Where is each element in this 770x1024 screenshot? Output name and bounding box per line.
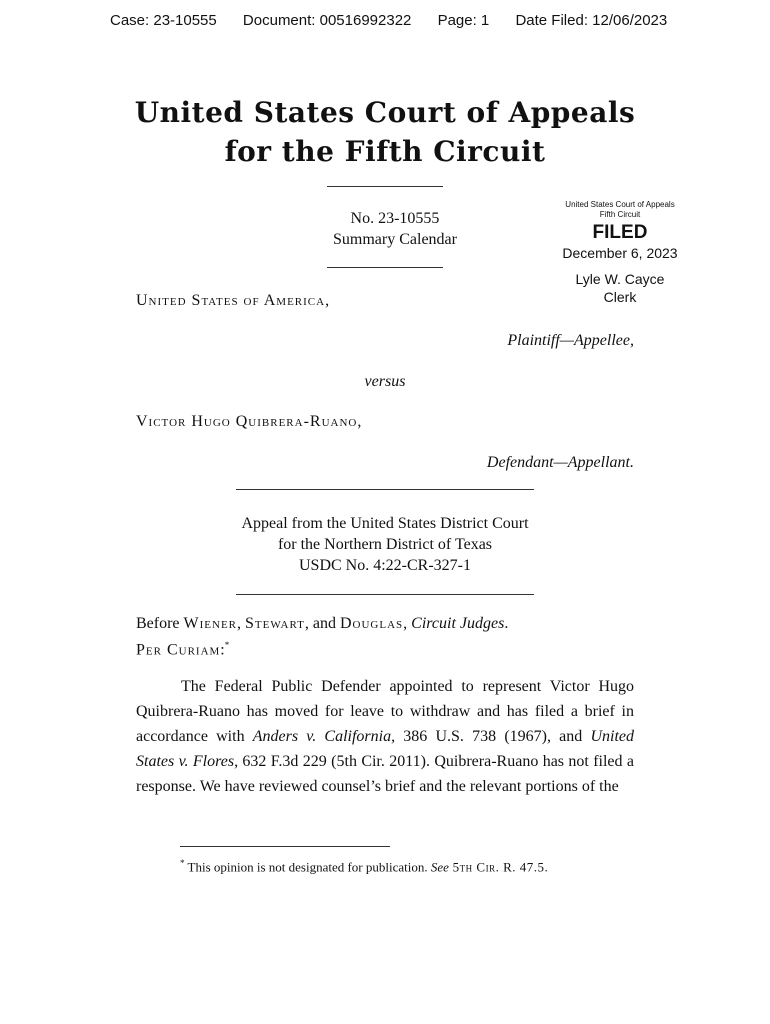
title-divider xyxy=(327,186,443,187)
court-title-line1: United States Court of Appeals xyxy=(134,96,636,129)
stamp-court: United States Court of Appeals xyxy=(565,200,675,209)
stamp-clerk-name: Lyle W. Cayce xyxy=(575,271,665,287)
page-number-header: Page: 1 xyxy=(437,12,490,29)
per-curiam xyxy=(136,640,229,659)
panel-separator: , xyxy=(237,615,242,632)
plaintiff-role: Plaintiff—Appellee, xyxy=(507,332,634,349)
appeal-line2: for the Northern District of Texas xyxy=(277,536,493,553)
opinion-paragraph xyxy=(136,674,634,799)
calendar-type: Summary Calendar xyxy=(333,231,457,248)
opinion-text-1: The Federal Public Defender appointed to represent Victor Hugo Quibrera-Ruano has moved for leave to withdraw and has filed a brief in accordance with xyxy=(136,678,634,745)
case-info xyxy=(290,208,500,250)
footnote-ref-mark: * xyxy=(224,640,230,650)
panel-period: . xyxy=(504,615,509,632)
case-number: No. 23-10555 xyxy=(350,210,440,227)
panel-separator: , and xyxy=(304,615,336,632)
stamp-circuit: Fifth Circuit xyxy=(599,210,641,219)
docket-header xyxy=(110,12,689,29)
judge-wiener: Wiener xyxy=(183,615,238,632)
appeal-bottom-divider xyxy=(236,594,534,595)
footnote-text: This opinion is not designated for publication. xyxy=(184,859,431,875)
before-label: Before xyxy=(136,615,180,632)
per-curiam-colon: : xyxy=(220,641,225,659)
judges-title: Circuit Judges xyxy=(411,615,505,632)
opinion-text-2: , 386 U.S. 738 (1967), and xyxy=(391,728,591,745)
case-citation-anders: Anders v. California xyxy=(252,728,392,745)
plaintiff-name: United States of America, xyxy=(136,292,331,309)
appeal-line1: Appeal from the United States District Court xyxy=(241,515,529,532)
footnote xyxy=(180,858,548,875)
opinion-text-3: , 632 F.3d 229 (5th Cir. 2011). Quibrera-Ruano has not filed a response. We have reviewed counsel’s brief and the relevant portions of the xyxy=(136,753,635,795)
stamp-date: December 6, 2023 xyxy=(562,245,678,261)
date-filed-header: Date Filed: 12/06/2023 xyxy=(515,12,668,29)
case-divider xyxy=(327,267,443,268)
judge-douglas: Douglas xyxy=(339,615,404,632)
panel-separator: , xyxy=(403,615,408,632)
stamp-status: FILED xyxy=(592,222,648,243)
versus-label: versus xyxy=(364,373,406,390)
case-citation-flores: United States v. Flores xyxy=(136,728,635,770)
appeal-top-divider xyxy=(236,489,534,490)
footnote-rule-citation: 5th Cir. R. 47.5. xyxy=(448,859,549,875)
stamp-clerk-title: Clerk xyxy=(603,289,637,305)
court-title-line2: for the Fifth Circuit xyxy=(224,135,546,168)
judge-stewart: Stewart xyxy=(245,615,305,632)
footnote-see: See xyxy=(430,859,449,875)
appeal-line3: USDC No. 4:22-CR-327-1 xyxy=(298,557,471,574)
appeal-info xyxy=(200,513,570,576)
per-curiam-label: Per Curiam xyxy=(136,641,221,659)
footnote-mark: * xyxy=(180,858,185,868)
panel-line xyxy=(136,615,508,633)
defendant-name: Victor Hugo Quibrera-Ruano, xyxy=(136,413,363,430)
filed-stamp xyxy=(548,200,692,306)
case-number-header: Case: 23-10555 xyxy=(110,12,217,29)
footnote-divider xyxy=(180,846,390,847)
document-number-header: Document: 00516992322 xyxy=(242,12,412,29)
defendant-role: Defendant—Appellant. xyxy=(486,454,634,471)
